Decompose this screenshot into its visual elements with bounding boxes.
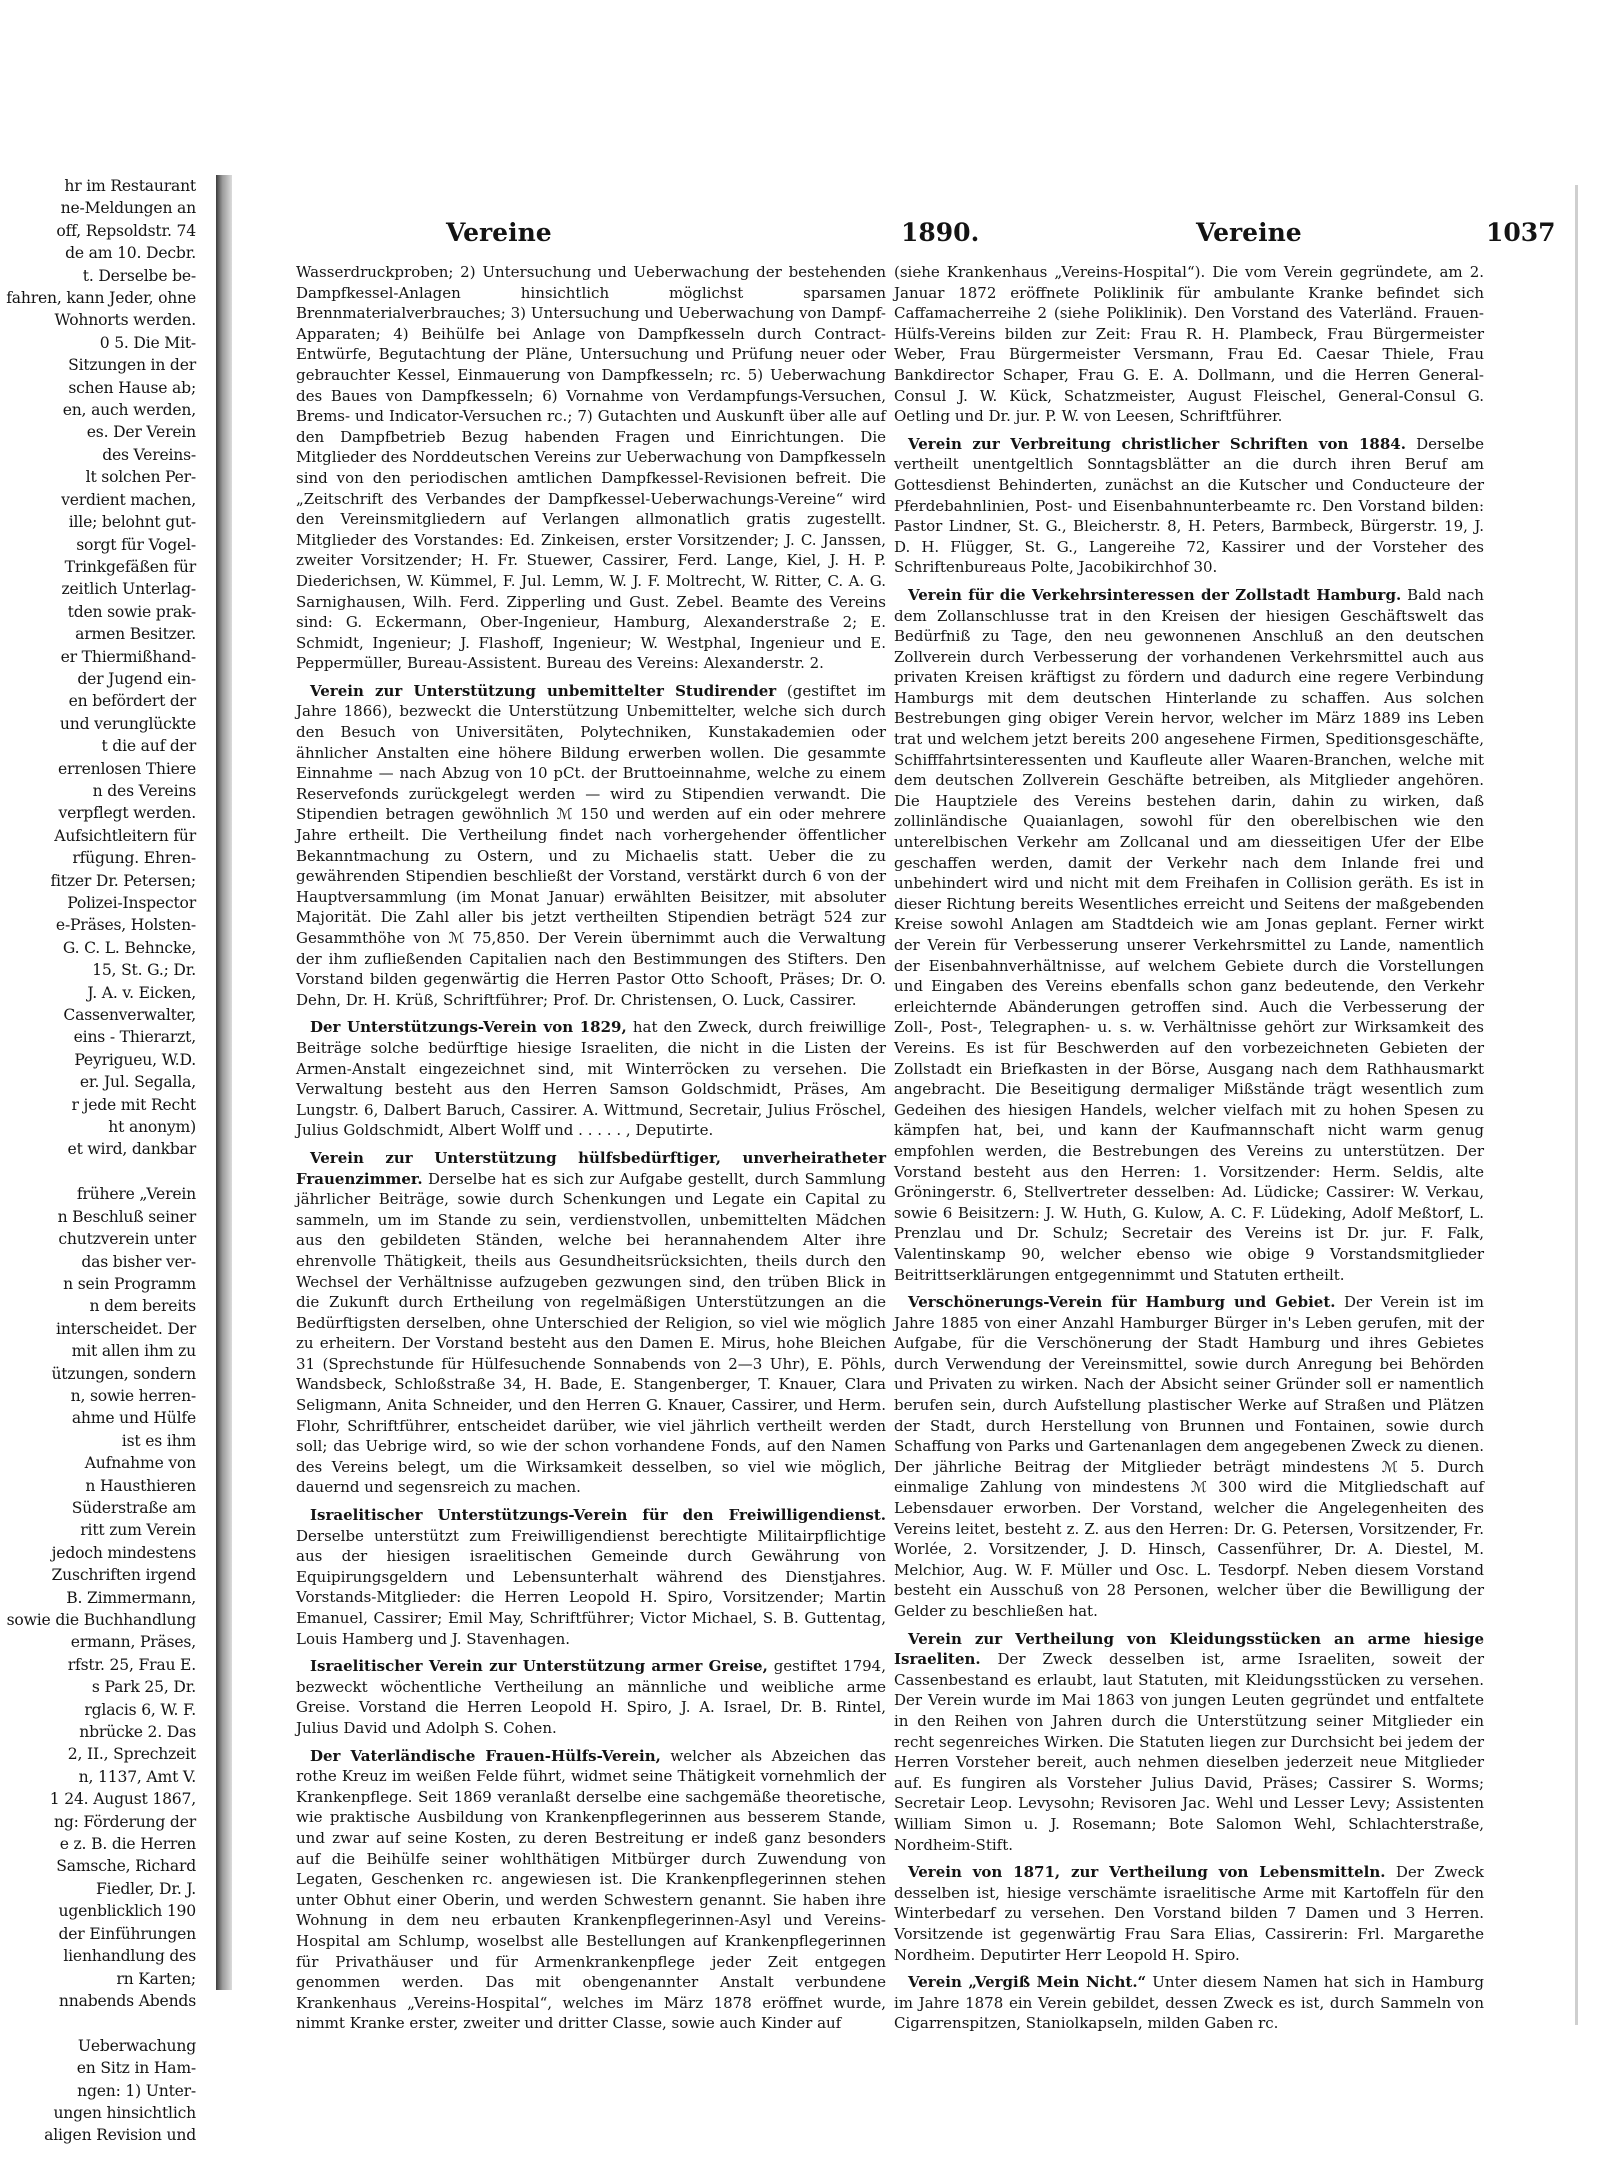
fragment-line: interscheidet. Der xyxy=(56,1319,196,1338)
fragment-line: off, Repsoldstr. 74 xyxy=(56,221,196,240)
fragment-line: e z. B. die Herren xyxy=(59,1835,196,1854)
fragment-line: rglacis 6, W. F. xyxy=(84,1700,196,1719)
fragment-line: rfügung. Ehren- xyxy=(72,849,196,868)
association-entry xyxy=(894,1629,1484,1856)
association-entry xyxy=(296,1656,886,1738)
fragment-line: n sein Programm xyxy=(63,1274,196,1293)
entry-text: (siehe Krankenhaus „Vereins-Hospital“). Die vom Verein gegründete, am 2. Januar 1872 eröffnete Poliklinik für ambulante Kranke befindet sich Caffamacherreihe 2 (siehe Poliklinik). Den Vorstand des Vaterländ. Frauen-Hülfs-Vereins bilden zur Zeit: Frau R. H. Plambeck, Frau Bürgermeister Weber, Frau Bürgermeister Versmann, Frau Ed. Caesar Thiele, Frau Bankdirector Schaper, Frau G. E. A. Dollmann, und die Herren General-Consul J. W. Kück, Schatzmeister, August Fleischel, General-Consul G. Oetling und Dr. jur. P. W. von Leesen, Schriftführer. xyxy=(894,263,1484,426)
fragment-line: ng: Förderung der xyxy=(54,1812,196,1831)
association-entry xyxy=(894,1862,1484,1965)
entry-title: Verein von 1871, zur Vertheilung von Lebensmitteln. xyxy=(908,1863,1386,1882)
association-entry xyxy=(296,1017,886,1141)
entry-title: Verein zur Vertheilung von Kleidungsstücken an arme hiesige Israeliten. xyxy=(894,1629,1484,1669)
running-header xyxy=(296,218,1556,250)
fragment-line: n des Vereins xyxy=(92,781,196,800)
fragment-line: sowie die Buchhandlung xyxy=(6,1611,196,1629)
entry-title: Verein zur Unterstützung hülfsbedürftiger, unverheiratheter Frauenzimmer. xyxy=(296,1148,886,1188)
fragment-line: en Sitz in Ham- xyxy=(76,2059,196,2078)
fragment-line: Fiedler, Dr. J. xyxy=(95,1879,196,1898)
header-year: 1890. xyxy=(901,218,980,247)
association-entry xyxy=(894,585,1484,1285)
entry-text: Unter diesem Namen hat sich in Hamburg im Jahre 1878 ein Verein gebildet, dessen Zweck es ist, durch Sammeln von Cigarrenspitzen, Staniolkapseln, milden Gaben rc. xyxy=(894,1973,1484,2033)
association-entry xyxy=(894,434,1484,578)
fragment-line: en, auch werden, xyxy=(62,401,196,420)
fragment-line: frühere „Verein xyxy=(76,1185,196,1204)
fragment-line: der Jugend ein- xyxy=(77,669,196,688)
entry-title: Verein „Vergiß Mein Nicht.“ xyxy=(908,1973,1147,1992)
fragment-line: fahren, kann Jeder, ohne xyxy=(6,289,196,308)
fragment-line: das bisher ver- xyxy=(81,1252,196,1271)
entry-text: gestiftet 1794, bezweckt wöchentliche Vertheilung an männliche und weibliche arme Greise. Vorstand die Herren Leopold H. Spiro, J. A. Israel, Dr. B. Rintel, Julius David und Adolph S. Cohen. xyxy=(296,1657,886,1737)
column-right xyxy=(894,262,1484,2041)
association-entry xyxy=(296,1746,886,2034)
entry-text: Der Zweck desselben ist, hiesige verschämte israelitische Arme mit Kartoffeln für den Winterbedarf zu versehen. Den Vorstand bilden 7 Damen und 3 Herren. Vorsitzende ist gegenwärtig Frau Sara Elias, Cassirerin: Frl. Margarethe Nordheim. Deputirter Herr Leopold H. Spiro. xyxy=(894,1863,1484,1964)
fragment-line xyxy=(0,2012,196,2034)
fragment-line: t. Derselbe be- xyxy=(82,266,196,285)
fragment-line: nbrücke 2. Das xyxy=(79,1723,196,1742)
entry-title: Der Vaterländische Frauen-Hülfs-Verein, xyxy=(310,1746,661,1765)
fragment-line: J. A. v. Eicken, xyxy=(87,983,196,1002)
fragment-line: lienhandlung des xyxy=(63,1947,196,1966)
page xyxy=(236,178,1576,2033)
fragment-line: aligen Revision und xyxy=(44,2126,196,2145)
fragment-line: s Park 25, Dr. xyxy=(91,1678,196,1697)
fragment-line: rfstr. 25, Frau E. xyxy=(67,1655,196,1674)
fragment-line: es. Der Verein xyxy=(86,423,196,442)
entry-text: Derselbe hat es sich zur Aufgabe gestellt, durch Sammlung jährlicher Beiträge, sowie durch Schenkungen und Legate ein Capital zu sammeln, um im Stande zu sein, verdienstvollen, unbemittelten Mädchen aus den gebildeten Ständen, welche bei herannahendem Alter ihre ehrenvolle Thätigkeit, theils aus Gesundheitsrücksichten, theils durch den Wechsel der Verhältnisse aufzugeben gezwungen sind, den trüben Blick in die Zukunft durch Ertheilung von regelmäßigen Unterstützungen an die Bedürftigsten derselben, ohne Unterschied der Religion, so viel wie möglich zu erheitern. Der Vorstand besteht aus den Damen E. Mirus, hohe Bleichen 31 (Sprechstunde für Hülfesuchende Sonnabends von 2—3 Uhr), E. Pöhls, Wandsbeck, Schloßstraße 34, H. Bade, E. Stangenberger, T. Knauer, Clara Seligmann, Anita Schneider, und den Herren G. Knauer, Cassirer, und Herm. Flohr, Schriftführer, entscheidet darüber, wie viel jährlich vertheilt werden soll; das Uebrige wird, so wie der schon vorhandene Fonds, auf den Namen des Vereins belegt, um die Wirksamkeit desselben, so viel wie möglich, dauernd und segensreich zu machen. xyxy=(296,1169,886,1497)
entry-title: Verschönerungs-Verein für Hamburg und Gebiet. xyxy=(908,1293,1336,1312)
fragment-line: armen Besitzer. xyxy=(75,625,196,644)
fragment-line: ugenblicklich 190 xyxy=(58,1902,196,1921)
fragment-line: n Hausthieren xyxy=(85,1476,196,1495)
fragment-line: verdient machen, xyxy=(61,490,196,509)
entry-text: welcher als Abzeichen das rothe Kreuz im weißen Felde führt, widmet seine Thätigkeit vornehmlich der Krankenpflege. Seit 1869 veranlaßt derselbe eine sachgemäße theoretische, wie praktische Ausbildung von Krankenpflegerinnen aus besserem Stande, und zwar auf seine Kosten, zu deren Bestreitung er indeß ganz besonders auf die Beihülfe seiner wohlthätigen Mitbürger durch Zuwendung von Legaten, Geschenken rc. angewiesen ist. Die Krankenpflegerinnen stehen unter Obhut einer Oberin, und werden Schwestern genannt. Sie haben ihre Wohnung in dem neu erbauten Krankenpflegerinnen-Asyl und Vereins-Hospital am Schlump, woselbst alle Bestellungen auf Krankenpflegerinnen für Privathäuser und für Armenkrankenpflege jeder Zeit entgegen genommen werden. Das mit obengenannter Anstalt verbundene Krankenhaus „Vereins-Hospital“, welches im März 1878 eröffnet wurde, nimmt Kranke erster, zweiter und dritter Classe, sowie auch Kinder auf xyxy=(296,1746,886,2033)
fragment-line: 1 24. August 1867, xyxy=(49,1790,196,1809)
association-entry xyxy=(296,1148,886,1498)
entry-title: Verein zur Verbreitung christlicher Schriften von 1884. xyxy=(908,434,1406,453)
previous-page-fragment xyxy=(0,175,214,2145)
fragment-line: mit allen ihm zu xyxy=(71,1342,196,1361)
entry-text: Der Zweck desselben ist, arme Israeliten, soweit der Cassenbestand es erlaubt, laut Statuten, mit Kleidungsstücken zu versehen. Der Verein wurde im Mai 1863 von jungen Leuten gegründet und entfaltete in den Reihen von Jahren durch die Unterstützung seiner Mitglieder ein recht segenreiches Wirken. Die Statuten liegen zur Durchsicht bei jedem der Herren Vorsteher bereit, auch nehmen dieselben jederzeit neue Mitglieder auf. Es fungiren als Vorsteher Julius David, Präses; Cassirer S. Worms; Secretair Leop. Levysohn; Revisoren Jac. Wehl und Lesser Levy; Assistenten William Simon u. J. Rosemann; Bote Salomon Wehl, Schlachterstraße, Nordheim-Stift. xyxy=(894,1650,1485,1854)
fragment-line: schen Hause ab; xyxy=(68,378,196,397)
association-entry xyxy=(296,1505,886,1649)
fragment-line: B. Zimmermann, xyxy=(66,1588,196,1607)
fragment-line: chutzverein unter xyxy=(58,1230,196,1249)
fragment-line: Sitzungen in der xyxy=(68,356,196,375)
fragment-line: 2, II., Sprechzeit xyxy=(67,1745,196,1764)
fragment-line: und verunglückte xyxy=(59,714,196,733)
fragment-line: r jede mit Recht xyxy=(71,1095,196,1114)
fragment-line: e-Präses, Holsten- xyxy=(55,916,196,935)
fragment-line: n, sowie herren- xyxy=(70,1386,196,1405)
fragment-line: zeitlich Unterlag- xyxy=(61,580,196,599)
fragment-line: des Vereins- xyxy=(102,445,196,464)
fragment-line: ahme und Hülfe xyxy=(71,1409,196,1428)
page-number: 1037 xyxy=(1486,218,1556,247)
fragment-line: de am 10. Decbr. xyxy=(65,244,196,263)
header-left-title: Vereine xyxy=(446,218,552,247)
association-entry xyxy=(296,262,886,674)
fragment-line: ungen hinsichtlich xyxy=(53,2103,196,2122)
fragment-line: ht anonym) xyxy=(108,1118,196,1137)
fragment-line: n Beschluß seiner xyxy=(57,1207,196,1226)
fragment-line: errenlosen Thiere xyxy=(58,759,196,778)
fragment-line: Polizei-Inspector xyxy=(67,894,196,912)
entry-title: Israelitischer Verein zur Unterstützung armer Greise, xyxy=(310,1657,768,1676)
fragment-line: G. C. L. Behncke, xyxy=(62,938,196,957)
fragment-line xyxy=(0,1161,196,1183)
book-gutter xyxy=(216,175,232,1990)
fragment-line: Wohnorts werden. xyxy=(54,311,196,330)
fragment-line: tden sowie prak- xyxy=(67,602,196,621)
fragment-line: ritt zum Verein xyxy=(80,1521,196,1540)
entry-text: Wasserdruckproben; 2) Untersuchung und Ueberwachung der bestehenden Dampfkessel-Anlagen hinsichtlich möglichst sparsamen Brennmaterialverbrauches; 3) Untersuchung und Ueberwachung von Dampf-Apparaten; 4) Beihülfe bei Anlage von Dampfkesseln durch Contract-Entwürfe, Begutachtung der Pläne, Untersuchung und Prüfung neuer oder gebrauchter Kessel, Einmauerung von Dampfkesseln; rc. 5) Ueberwachung des Baues von Dampfkesseln; 6) Vornahme von Verdampfungs-Versuchen, Brems- und Indicator-Versuchen rc.; 7) Gutachten und Auskunft über alle auf den Dampfbetrieb Bezug habenden Fragen und Einrichtungen. Die Mitglieder des Norddeutschen Vereins zur Ueberwachung von Dampfkesseln sind von den periodischen amtlichen Dampfkessel-Revisionen befreit. Die „Zeitschrift des Verbandes der Dampfkessel-Ueberwachungs-Vereine“ wird den Vereinsmitgliedern auf Verlangen allmonatlich gratis zugestellt. Mitglieder des Vorstandes: Ed. Zinkeisen, erster Vorsitzender; J. C. Janssen, zweiter Vorsitzender; H. Fr. Stuewer, Cassirer, Ferd. Lange, Kiel, J. H. P. Diederichsen, W. Kümmel, F. Jul. Lemm, W. J. F. Moltrecht, W. Ritter, C. A. G. Sarnighausen, Wilh. Ferd. Zipperling und Gust. Zebel. Beamte des Vereins sind: G. Eckermann, Ober-Ingenieur, Hamburg, Alexanderstraße 2; E. Schmidt, Ingenieur; J. Flashoff, Ingenieur; W. Westphal, Ingenieur und E. Peppermüller, Bureau-Assistent. Bureau des Vereins: Alexanderstr. 2. xyxy=(296,263,886,673)
fragment-line: er Thiermißhand- xyxy=(60,647,196,666)
fragment-line: jedoch mindestens xyxy=(51,1543,196,1562)
fragment-line: ille; belohnt gut- xyxy=(68,513,196,532)
entry-text: hat den Zweck, durch freiwillige Beiträge solche bedürftige hiesige Israeliten, die nicht in die Listen der Armen-Anstalt eingezeichnet sind, mit Winterröcken zu versehen. Die Verwaltung besteht aus den Herren Samson Goldschmidt, Präses, Am Lungstr. 6, Dalbert Baruch, Cassirer. A. Wittmund, Secretair, Julius Fröschel, Julius Goldschmidt, Albert Wolff und . . . . . , Deputirte. xyxy=(296,1018,886,1140)
fragment-line: n dem bereits xyxy=(89,1297,196,1316)
header-right-title: Vereine xyxy=(1196,218,1302,247)
fragment-line: hr im Restaurant xyxy=(64,177,196,195)
fragment-line: Aufsichtleitern für xyxy=(54,826,196,845)
fragment-line: ngen: 1) Unter- xyxy=(77,2081,196,2100)
fragment-line: ne-Meldungen an xyxy=(60,199,196,218)
entry-title: Der Unterstützungs-Verein von 1829, xyxy=(310,1018,627,1037)
entry-title: Verein zur Unterstützung unbemittelter Studirender xyxy=(310,681,777,700)
fragment-line: er. Jul. Segalla, xyxy=(79,1073,196,1092)
association-entry xyxy=(894,1292,1484,1622)
fragment-line: ützungen, sondern xyxy=(51,1364,196,1383)
fragment-line: ist es ihm xyxy=(121,1431,196,1450)
fragment-line: fitzer Dr. Petersen; xyxy=(50,871,196,890)
entry-text: (gestiftet im Jahre 1866), bezweckt die Unterstützung Unbemittelter, welche sich durch den Besuch von Universitäten, Polytechniken, Kunstakademien oder ähnlicher Anstalten eine höhere Bildung erwerben wollen. Die gesammte Einnahme — nach Abzug von 10 pCt. der Bruttoeinnahme, welche zu einem Reservefonds zurückgelegt werden — wird zu Stipendien verwandt. Die Stipendien betragen gewöhnlich ℳ 150 und werden auf ein oder mehrere Jahre ertheilt. Die Vertheilung findet nach vorhergehender öffentlicher Bekanntmachung zu Ostern, und zu Michaelis statt. Ueber die zu gewährenden Stipendien beschließt der Vorstand, verstärkt durch 6 von der Hauptversammlung (im Monat Januar) erwählten Beisitzer, mit absoluter Majorität. Die Zahl aller bis jetzt vertheilten Stipendien beträgt 524 zur Gesammthöhe von ℳ 75,850. Der Verein übernimmt auch die Verwaltung der ihm zufließenden Capitalien nach den Bestimmungen des Stifters. Den Vorstand bilden gegenwärtig die Herren Pastor Otto Schooft, Präses; Dr. O. Dehn, Dr. H. Krüß, Schriftführer; Prof. Dr. Christensen, O. Luck, Cassirer. xyxy=(296,681,886,1009)
fragment-line: eins - Thierarzt, xyxy=(73,1028,196,1047)
fragment-line: Samsche, Richard xyxy=(56,1857,196,1876)
column-left xyxy=(296,262,886,2041)
entry-title: Israelitischer Unterstützungs-Verein für den Freiwilligendienst. xyxy=(310,1506,886,1525)
fragment-line: der Einführungen xyxy=(58,1924,196,1943)
fragment-line: rn Karten; xyxy=(116,1969,196,1988)
fragment-line: Cassenverwalter, xyxy=(63,1006,196,1025)
fragment-line: verpflegt werden. xyxy=(58,804,196,823)
entry-text: Bald nach dem Zollanschlusse trat in den Kreisen der hiesigen Geschäftswelt das Bedürfniß zu Tage, den neu gewonnenen Anschluß an den deutschen Zollverein durch Verbesserung der vorhandenen Verkehrsmittel auch aus privaten Kreisen kräftigst zu fördern und dadurch eine regere Verbindung Hamburgs mit dem deutschen Hinterlande zu schaffen. Aus solchen Bestrebungen ging obiger Verein hervor, welcher im März 1889 ins Leben trat und welchem jetzt bereits 200 angesehene Firmen, Speditionsgeschäfte, Schifffahrtsinteressenten und Kaufleute aller Waaren-Branchen, welche mit dem deutschen Zollverein Geschäfte betreiben, als Mitglieder angehören. Die Hauptziele des Vereins bestehen darin, dahin zu wirken, daß zollinländische Quaianlagen, sowohl für den oberelbischen wie den unterelbischen Verkehr am Zollcanal und am diesseitigen Ufer der Elbe geschaffen werden, damit der Verkehr nach dem Inlande frei und unbehindert wird und nicht mit dem Freihafen in Collision geräth. Es ist in dieser Richtung bereits Wesentliches erreicht und Seitens der maßgebenden Kreise sowohl Anlagen am Stadtdeich wie am Jonas geplant. Ferner wirkt der Verein für Verbesserung unserer Verkehrsmittel zu Lande, namentlich der Eisenbahnverhältnisse, auf welchem Gebiete durch die Vorstellungen und Eingaben des Vereins ebenfalls schon ganz bedeutende, den Verkehr erleichternde Abänderungen getroffen sind. Auch die Verbesserung der Zoll-, Post-, Telegraphen- u. s. w. Verhältnisse gehört zur Wirksamkeit des Vereins. Es ist für Beschwerden auf den vorbezeichneten Gebieten der Zollstadt ein Briefkasten in der Börse, Ausgang nach dem Rathhausmarkt angebracht. Die Beseitigung dermaliger Mißstände trägt wesentlich zum Gedeihen des hiesigen Handels, welcher vielfach mit zu hohen Spesen zu kämpfen hat, bei, und kann der Kaufmannschaft nicht warm genug empfohlen werden, die Bestrebungen des Vereins zu unterstützen. Der Vorstand besteht aus den Herren: 1. Vorsitzender: Herm. Seldis, alte Gröningerstr. 6, Stellvertreter desselben: Ad. Lüdicke; Cassirer: W. Verkau, sowie 6 Beisitzern: J. W. Huth, G. Kulow, A. C. F. Lüdeking, Adolf Meßtorf, L. Prenzlau und Dr. Schulz; Secretair des Vereins ist Dr. jur. F. Falk, Valentinskamp 90, welcher ebenso wie obige 9 Vorstandsmitglieder Beitrittserklärungen entgegennimmt und Statuten ertheilt. xyxy=(894,585,1484,1284)
entry-text: Derselbe unterstützt zum Freiwilligendienst berechtigte Militairpflichtige aus der hiesigen israelitischen Gemeinde durch Gewährung von Equipirungsgeldern und Lebensunterhalt während des Dienstjahres. Vorstands-Mitglieder: die Herren Leopold H. Spiro, Vorsitzender; Martin Emanuel, Cassirer; Emil May, Schriftführer; Victor Michael, S. B. Guttentag, Louis Hamberg und J. Stavenhagen. xyxy=(296,1526,886,1648)
fragment-line: Peyrigueu, W.D. xyxy=(74,1050,196,1069)
fragment-line: ermann, Präses, xyxy=(70,1633,196,1652)
entry-text: Derselbe vertheilt unentgeltlich Sonntagsblätter an die durch ihren Beruf am Gottesdienst Behinderten, zunächst an die Kutscher und Conducteure der Pferdebahnlinien, Post- und Eisenbahnunterbeamte rc. Den Vorstand bilden: Pastor Lindner, St. G., Bleicherstr. 8, H. Peters, Barmbeck, Bürgerstr. 19, J. D. H. Flügger, St. G., Langereihe 72, Kassirer und der Vorsteher des Schriftenbureaus Polte, Jacobikirchhof 30. xyxy=(894,434,1484,577)
fragment-line: Trinkgefäßen für xyxy=(64,557,196,576)
association-entry xyxy=(894,262,1484,427)
fragment-line: Aufnahme von xyxy=(84,1454,196,1473)
entry-text: Der Verein ist im Jahre 1885 von einer Anzahl Hamburger Bürger in's Leben gerufen, mit der Aufgabe, für die Verschönerung der Stadt Hamburg und ihres Gebietes durch Verwendung der Vereinsmittel, sowie durch Anregung bei Behörden und Privaten zu wirken. Nach der Absicht seiner Gründer soll er namentlich berufen sein, durch Aufstellung plastischer Werke auf Straßen und Plätzen der Stadt, durch Herstellung von Brunnen und Fontainen, sowie durch Schaffung von Parks und Gartenanlagen dem angegebenen Zweck zu dienen. Der jährliche Beitrag der Mitglieder beträgt mindestens ℳ 5. Durch einmalige Zahlung von mindestens ℳ 300 wird die Mitgliedschaft auf Lebensdauer erworben. Der Vorstand, welcher die Angelegenheiten des Vereins leitet, besteht z. Z. aus den Herren: Dr. G. Petersen, Vorsitzender, Fr. Worlée, 2. Vorsitzender, J. D. Hinsch, Cassenführer, Dr. A. Diestel, M. Melchior, Aug. W. F. Müller und Osc. L. Tesdorpf. Neben diesem Vorstand besteht ein Ausschuß von 28 Personen, welcher über die Bewilligung der Gelder zu beschließen hat. xyxy=(894,1293,1484,1620)
fragment-line: n, 1137, Amt V. xyxy=(78,1767,196,1786)
association-entry xyxy=(296,681,886,1011)
association-entry xyxy=(894,1972,1484,2034)
fragment-line: Süderstraße am xyxy=(71,1498,196,1517)
entry-title: Verein für die Verkehrsinteressen der Zollstadt Hamburg. xyxy=(908,585,1402,604)
fragment-line: t die auf der xyxy=(101,737,196,756)
fragment-line: Ueberwachung xyxy=(77,2036,196,2055)
fragment-line: sorgt für Vogel- xyxy=(76,535,196,554)
fragment-line: nnabends Abends xyxy=(58,1991,196,2010)
fragment-line: 15, St. G.; Dr. xyxy=(92,961,196,980)
fragment-line: lt solchen Per- xyxy=(85,468,196,487)
fragment-line: en befördert der xyxy=(68,692,196,711)
fragment-line: 0 5. Die Mit- xyxy=(99,333,196,352)
fragment-line: Zuschriften irgend xyxy=(51,1566,196,1585)
fragment-line: et wird, dankbar xyxy=(67,1140,196,1159)
